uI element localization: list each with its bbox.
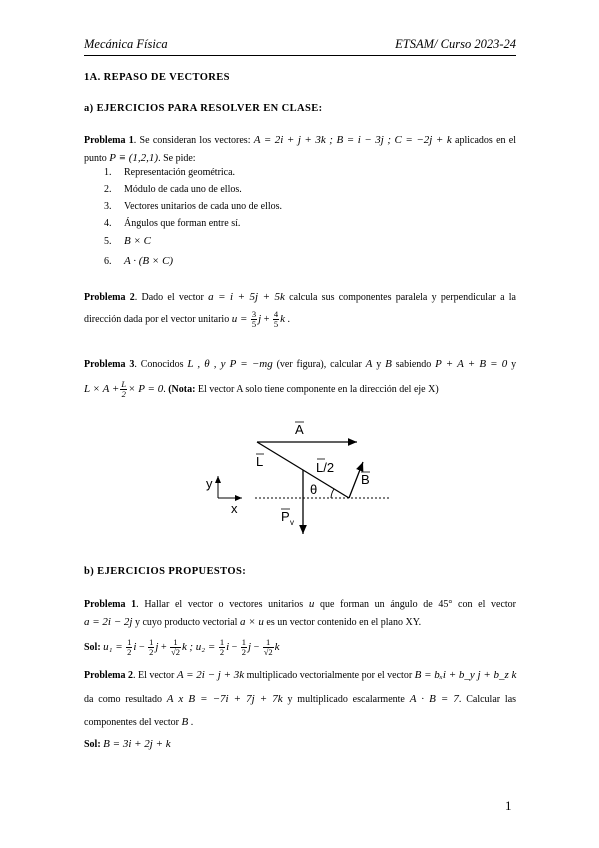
header-right: ETSAM/ Curso 2023-24: [395, 37, 516, 51]
pb2-sol: B = 3i + 2j + k: [103, 738, 171, 750]
p3-eq2-b: × P = 0: [128, 382, 164, 395]
pb2-line3: [84, 715, 193, 730]
p2-line2-a: dirección dada por el vector unitario: [84, 313, 230, 325]
p2-label: Problema 2: [84, 292, 135, 303]
label-Pv: P: [281, 509, 290, 524]
p3-known: L , θ , y P = −mg: [187, 358, 273, 370]
p3-B: B: [385, 358, 392, 370]
pb1-minus-1: −: [138, 641, 145, 653]
label-theta: θ: [310, 482, 318, 497]
pb1-u: u: [308, 598, 315, 610]
p3-eq1: P + A + B = 0: [435, 358, 508, 370]
page-number: 1: [505, 798, 512, 813]
p2-vec: a = i + 5j + 5k: [208, 291, 285, 303]
pb2-line1-a: . El vector: [132, 670, 175, 681]
label-A: A: [295, 422, 304, 437]
p3-line1: [84, 357, 516, 372]
list-number: 6.: [104, 256, 112, 267]
label-y: y: [206, 476, 213, 491]
p3-nota-text: El vector A solo tiene componente en la dirección del eje X): [197, 383, 439, 395]
p1-line2: [84, 151, 196, 166]
label-x: x: [231, 501, 238, 516]
pb1-line1: [84, 597, 516, 612]
p1-intro: . Se consideran los vectores:: [133, 135, 251, 146]
p3-eq2-frac: $\frac{L}{2}$: [121, 379, 127, 399]
list-text: Ángulos que forman entre sí.: [124, 218, 241, 229]
pb1-j-1: j: [155, 640, 159, 653]
pb1-i-1: i: [133, 640, 137, 653]
subsection-b-title: b) EJERCICIOS PROPUESTOS:: [84, 566, 247, 577]
p2-frac-1: $\frac{3}{5}$: [251, 309, 257, 329]
p2-line1-a: . Dado el vector: [134, 292, 204, 303]
label-Pv-sub: v: [290, 518, 294, 527]
p3-line1-b: (ver figura), calcular: [276, 359, 362, 370]
p3-line1-c: sabiendo: [395, 359, 432, 370]
p2-line1: [84, 290, 516, 305]
pb1-line1-b: que forman un ángulo de 45° con el vector: [320, 599, 517, 610]
pb2-label: Problema 2: [84, 670, 133, 681]
pb1-label: Problema 1: [84, 599, 137, 610]
pb1-j-2: j: [248, 640, 252, 653]
p1-list-item: [104, 255, 173, 267]
pb2-vecA: A = 2i − j + 3k: [176, 669, 245, 681]
theta-arc: [331, 489, 334, 498]
pb1-line2-b: es un vector contenido en el plano XY.: [266, 617, 422, 628]
p3-y: y: [376, 359, 382, 370]
header-rule: [84, 55, 516, 56]
pb2-line2-c: . Calcular las: [458, 694, 517, 705]
pb1-line2-a: y cuyo producto vectorial: [134, 617, 238, 628]
p3-nota-label: (Nota:: [168, 383, 196, 395]
pb1-minus-2: −: [231, 641, 238, 653]
pb2-sol-label: Sol:: [84, 739, 101, 750]
p1-line1: [84, 133, 516, 148]
pb1-solution: [84, 638, 280, 657]
pb1-u1: u₁ =: [103, 640, 123, 653]
subsection-a-title: a) EJERCICIOS PARA RESOLVER EN CLASE:: [84, 103, 323, 114]
list-text: Representación geométrica.: [124, 167, 236, 178]
pb1-u2: ; u₂ =: [189, 640, 216, 653]
p3-eq2-a: L × A +: [84, 382, 120, 395]
p1-label: Problema 1: [84, 135, 134, 146]
frac-half-2: $\frac{1}{2}$: [149, 637, 154, 657]
p1-tail: aplicados en el: [455, 135, 517, 146]
pb1-minus-3: −: [253, 641, 260, 653]
p1-list-item: [104, 235, 151, 247]
pb1-vec: a = 2i − 2j: [84, 616, 133, 628]
p2-frac-2: $\frac{4}{5}$: [273, 309, 279, 329]
p2-unit-prefix: u =: [231, 312, 248, 325]
p3-label: Problema 3: [84, 359, 135, 370]
pb2-solution: [84, 737, 171, 752]
p3-line2: L × A + $\frac{L}{2}$ × P = 0. (Nota: El vector A solo tiene componente en la dirección del eje X): [84, 379, 439, 399]
pb2-line2-b: y multiplicado escalarmente: [287, 694, 405, 705]
pb1-cross: a × u: [239, 616, 264, 628]
p1-list-item: [104, 218, 240, 229]
pb1-line1-a: . Hallar el vector o vectores unitarios: [136, 599, 304, 610]
p1-point: P ≡ (1,2,1): [109, 152, 159, 164]
list-number: 4.: [104, 218, 112, 229]
pb1-i-2: i: [226, 640, 230, 653]
frac-rt-1: $\frac{1}{√2}$: [171, 637, 180, 657]
frac-half-4: $\frac{1}{2}$: [241, 637, 247, 657]
pb1-plus-1: +: [160, 641, 167, 653]
list-number: 2.: [104, 184, 112, 195]
p1-vectors: A = 2i + j + 3k ; B = i − 3j ; C = −2j + k: [253, 134, 452, 146]
label-B: B: [361, 472, 370, 487]
list-text: A · (B × C): [124, 255, 174, 267]
p2-end: .: [287, 313, 290, 325]
label-L: L: [256, 454, 264, 469]
pb1-k-2: k: [274, 640, 280, 653]
p3-line1-a: . Conocidos: [134, 359, 184, 370]
p2-j: j: [258, 312, 262, 325]
p3-eq1-tail: y: [511, 359, 517, 370]
list-text: B × C: [124, 235, 151, 247]
p2-plus: +: [263, 313, 270, 325]
list-number: 5.: [104, 236, 112, 247]
pb2-line1-b: multiplicado vectorialmente por el vector: [246, 670, 413, 681]
p1-line2-tail: . Se pide:: [158, 153, 196, 164]
frac-half-3: $\frac{1}{2}$: [219, 637, 225, 657]
force-diagram: [195, 410, 395, 540]
pb2-dot: A · B = 7: [409, 693, 459, 705]
p1-list-item: [104, 167, 235, 178]
header-left: Mecánica Física: [84, 37, 168, 51]
pb2-B: B: [181, 716, 189, 728]
pb2-end: .: [190, 717, 194, 728]
pb2-line1: [84, 668, 516, 683]
list-number: 1.: [104, 167, 112, 178]
p2-k: k: [280, 312, 285, 325]
pb2-line2: [84, 692, 516, 707]
p2-line2: [84, 310, 290, 329]
p1-list-item: [104, 184, 242, 195]
label-L-half: L/2: [316, 460, 335, 475]
p1-list-item: [104, 201, 282, 212]
frac-half-1: $\frac{1}{2}$: [127, 637, 132, 657]
list-number: 3.: [104, 201, 112, 212]
pb2-vecB: B = bₓi + b_y j + b_z k: [414, 669, 517, 681]
section-title: 1A. REPASO DE VECTORES: [84, 72, 230, 83]
pb1-sol-label: Sol:: [84, 641, 101, 653]
pb1-k-1: k: [182, 640, 187, 653]
pb1-line2: [84, 615, 421, 630]
p3-A: A: [365, 358, 373, 370]
list-text: Vectores unitarios de cada uno de ellos.: [124, 201, 283, 212]
list-text: Módulo de cada uno de ellos.: [124, 184, 242, 195]
frac-rt-2: $\frac{1}{√2}$: [263, 637, 273, 657]
pb2-cross: A x B = −7i + 7j + 7k: [166, 693, 283, 705]
pb2-line2-a: da como resultado: [84, 694, 162, 705]
p2-line1-b: calcula sus componentes paralela y perpendicular a la: [289, 292, 516, 303]
pb2-line3-text: componentes del vector: [84, 717, 179, 728]
p1-line2-prefix: punto: [84, 153, 107, 164]
